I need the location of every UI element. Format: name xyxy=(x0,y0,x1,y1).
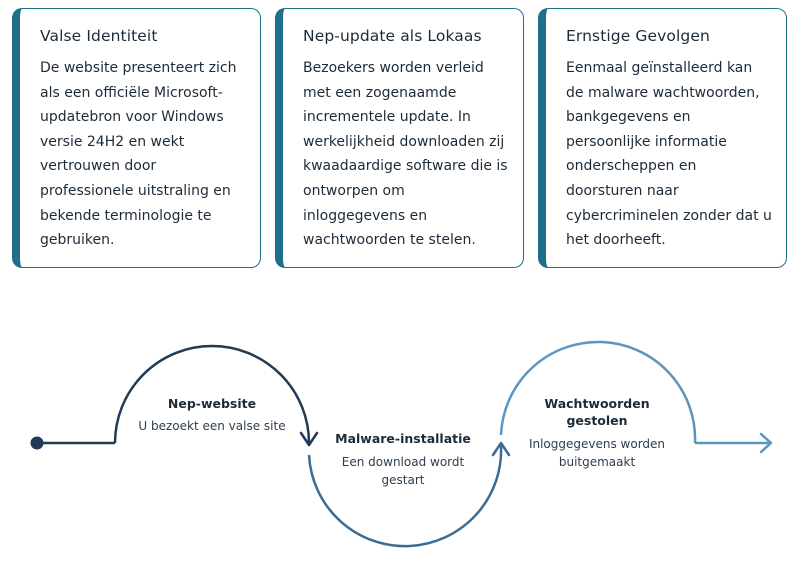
step-1-title: Nep-website xyxy=(167,396,257,411)
card-ernstige-gevolgen xyxy=(538,8,787,268)
card-title: Nep-update als Lokaas xyxy=(303,27,482,45)
card-title: Ernstige Gevolgen xyxy=(566,27,710,45)
step-2-subtitle-line-2: gestart xyxy=(381,473,425,487)
step-2-title: Malware-installatie xyxy=(335,431,471,446)
step-2-subtitle-line-1: Een download wordt xyxy=(341,455,465,469)
process-flow-diagram xyxy=(0,280,799,563)
card-valse-identiteit xyxy=(12,8,261,268)
card-text: Eenmaal geïnstalleerd kan de malware wachtwoorden, bankgegevens en persoonlijke informatie onderscheppen en doorsturen naar cybercriminelen zonder dat u het doorheeft. xyxy=(566,60,772,249)
step-3-subtitle-line-1: Inloggegevens worden xyxy=(528,437,666,451)
step-3-title-line-2: gestolen xyxy=(566,413,628,428)
step-1-subtitle: U bezoekt een valse site xyxy=(138,419,286,433)
step-3-title-line-1: Wachtwoorden xyxy=(544,396,650,411)
card-title: Valse Identiteit xyxy=(40,27,158,45)
card-text: De website presenteert zich als een officiële Microsoft-updatebron voor Windows versie 24H2 en wekt vertrouwen door professionele uitstraling en bekende terminologie te gebruiken. xyxy=(40,60,237,249)
card-text: Bezoekers worden verleid met een zogenaamde incrementele update. In werkelijkheid downloaden zij kwaadaardige software die is ontworpen om inloggegevens en wachtwoorden te stelen. xyxy=(303,60,508,249)
card-nep-update xyxy=(275,8,524,268)
step-3-subtitle-line-2: buitgemaakt xyxy=(558,455,636,469)
